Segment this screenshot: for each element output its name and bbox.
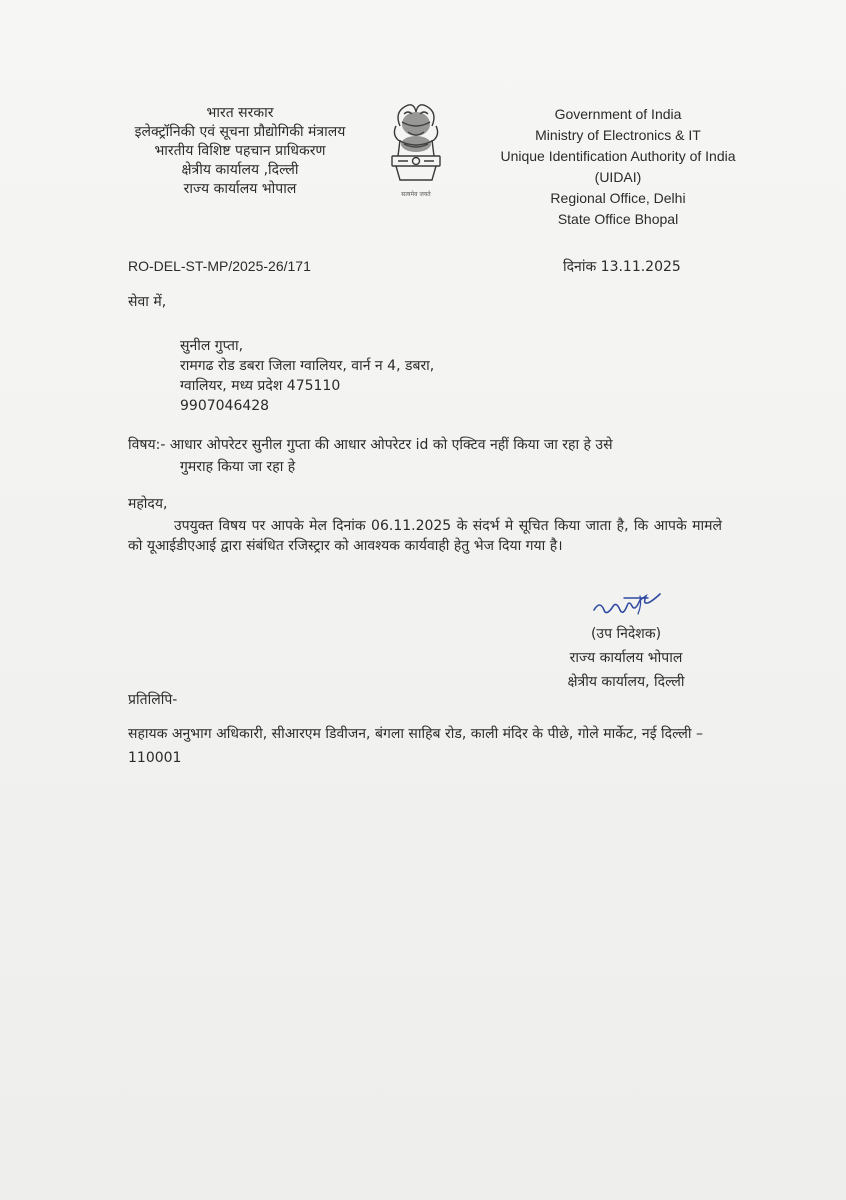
english-header-line: Government of India bbox=[554, 106, 682, 122]
addressee-line: सुनील गुप्ता, bbox=[180, 338, 244, 354]
hindi-header-line: राज्य कार्यालय भोपाल bbox=[183, 181, 297, 197]
signoff-office: क्षेत्रीय कार्यालय, दिल्ली bbox=[567, 674, 685, 690]
letter-date: दिनांक 13.11.2025 bbox=[563, 259, 681, 275]
signoff-designation: (उप निदेशक) bbox=[590, 626, 662, 642]
addressee-line: रामगढ रोड डबरा जिला ग्वालियर, वार्न न 4, डबरा, bbox=[180, 358, 435, 374]
addressee-line: ग्वालियर, मध्य प्रदेश 475110 bbox=[180, 378, 341, 394]
english-header-line: Ministry of Electronics & IT bbox=[535, 127, 701, 143]
signature bbox=[590, 592, 670, 622]
english-header-line: State Office Bhopal bbox=[557, 211, 679, 227]
subject-line: विषय:- आधार ओपरेटर सुनील गुप्ता की आधार ओपरेटर id को एक्टिव नहीं किया जा रहा हे उसे bbox=[128, 437, 613, 453]
subject-continuation: गुमराह किया जा रहा हे bbox=[180, 459, 296, 475]
emblem-motto: सत्यमेव जयते bbox=[401, 191, 431, 198]
signoff-block bbox=[556, 622, 696, 694]
reference-number: RO-DEL-ST-MP/2025-26/171 bbox=[128, 258, 311, 274]
english-header-line: (UIDAI) bbox=[594, 169, 642, 185]
english-header-line: Unique Identification Authority of India bbox=[500, 148, 736, 164]
english-header-line: Regional Office, Delhi bbox=[550, 190, 686, 206]
hindi-header-line: भारत सरकार bbox=[206, 105, 274, 121]
salutation: सेवा में, bbox=[128, 294, 167, 310]
letter-body-text: उपयुक्त विषय पर आपके मेल दिनांक 06.11.2025 के संदर्भ मे सूचित किया जाता है, कि आपके मामले को यूआईडीएआई द्वारा संबंधित रजिस्ट्रार को आवश्यक कार्यवाही हेतु भेज दिया गया है। bbox=[128, 518, 722, 554]
hindi-header-line: भारतीय विशिष्ट पहचान प्राधिकरण bbox=[154, 143, 326, 159]
addressee-phone: 9907046428 bbox=[180, 398, 270, 414]
hindi-letterhead bbox=[95, 104, 385, 199]
copy-recipient: सहायक अनुभाग अधिकारी, सीआरएम डिवीजन, बंगला साहिब रोड, काली मंदिर के पीछे, गोले मार्केट, नई दिल्ली – 110001 bbox=[128, 726, 703, 766]
signoff-office: राज्य कार्यालय भोपाल bbox=[569, 650, 683, 666]
english-letterhead bbox=[468, 104, 768, 230]
addressee-block bbox=[180, 336, 434, 416]
hindi-header-line: इलेक्ट्रॉनिकी एवं सूचना प्रौद्योगिकी मंत्रालय bbox=[134, 124, 346, 140]
letter-body bbox=[128, 516, 722, 556]
copy-label: प्रतिलिपि- bbox=[128, 692, 178, 708]
greeting: महोदय, bbox=[128, 496, 168, 512]
hindi-header-line: क्षेत्रीय कार्यालय ,दिल्ली bbox=[181, 162, 299, 178]
